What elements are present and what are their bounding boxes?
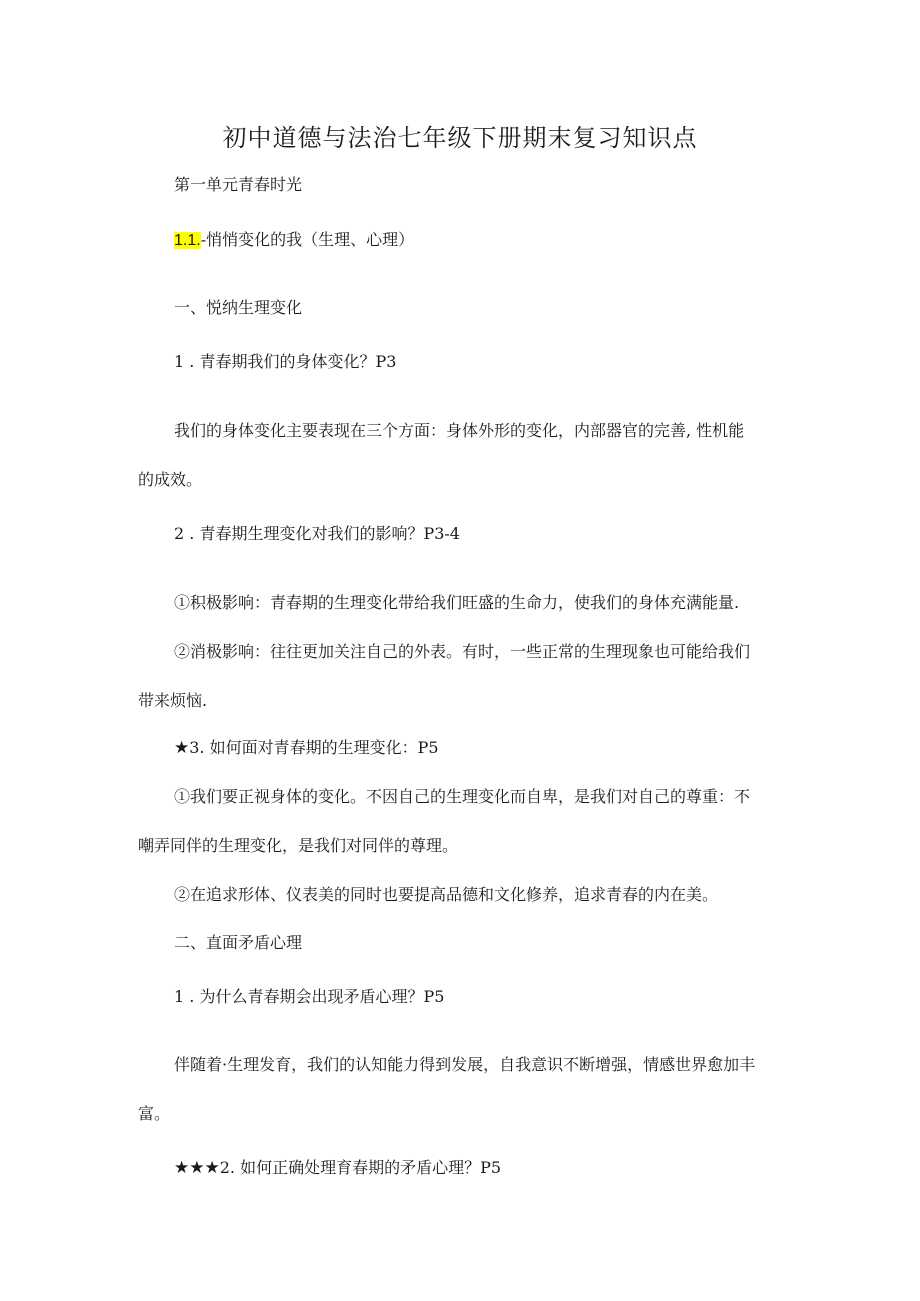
lesson-heading xyxy=(174,222,786,259)
star-icon: ★ xyxy=(174,738,190,758)
answer-4-line-2: 富。 xyxy=(138,1104,171,1123)
answer-2-positive: ①积极影响：青春期的生理变化带给我们旺盛的生命力，使我们的身体充满能量. xyxy=(174,593,740,612)
section-heading-2: 二、直面矛盾心理 xyxy=(174,933,303,952)
answer-3-inner-beauty: ②在追求形体、仪表美的同时也要提高品德和文化修养，追求青春的内在美。 xyxy=(174,885,719,904)
answer-1-line-1: 我们的身体变化主要表现在三个方面：身体外形的变化，内部器官的完善, 性机能 xyxy=(174,421,745,440)
question-4: 1 . 为什么青春期会出现矛盾心理？P5 xyxy=(174,987,445,1006)
answer-2-negative-line-2: 带来烦恼. xyxy=(138,691,208,710)
question-3: ★3. 如何面对青春期的生理变化：P5 xyxy=(174,738,439,758)
answer-1-line-2: 的成效。 xyxy=(138,470,203,489)
answer-3-line-2: 嘲弄同伴的生理变化，是我们对同伴的尊理。 xyxy=(138,836,459,855)
section-heading-1: 一、悦纳生理变化 xyxy=(174,298,303,317)
question-5: ★★★2. 如何正确处理育春期的矛盾心理？P5 xyxy=(174,1158,502,1178)
answer-2-negative-line-1: ②消极影响：往往更加关注自己的外表。有时，一些正常的生理现象也可能给我们 xyxy=(174,642,751,661)
question-2: 2 . 青春期生理变化对我们的影响？P3-4 xyxy=(174,524,460,543)
document-title: 初中道德与法治七年级下册期末复习知识点 xyxy=(222,124,698,152)
unit-heading: 第一单元青春时光 xyxy=(174,175,303,194)
lesson-title: -悄悄变化的我（生理、心理） xyxy=(200,230,415,249)
question-1: 1 . 青春期我们的身体变化？P3 xyxy=(174,352,397,371)
answer-4-line-1: 伴随着·生理发育，我们的认知能力得到发展，自我意识不断增强，情感世界愈加丰 xyxy=(174,1055,756,1074)
lesson-number-highlight: 1.1. xyxy=(174,232,201,249)
answer-3-line-1: ①我们要正视身体的变化。不因自己的生理变化而自卑，是我们对自己的尊重：不 xyxy=(174,787,751,806)
triple-star-icon: ★★★ xyxy=(174,1158,220,1178)
